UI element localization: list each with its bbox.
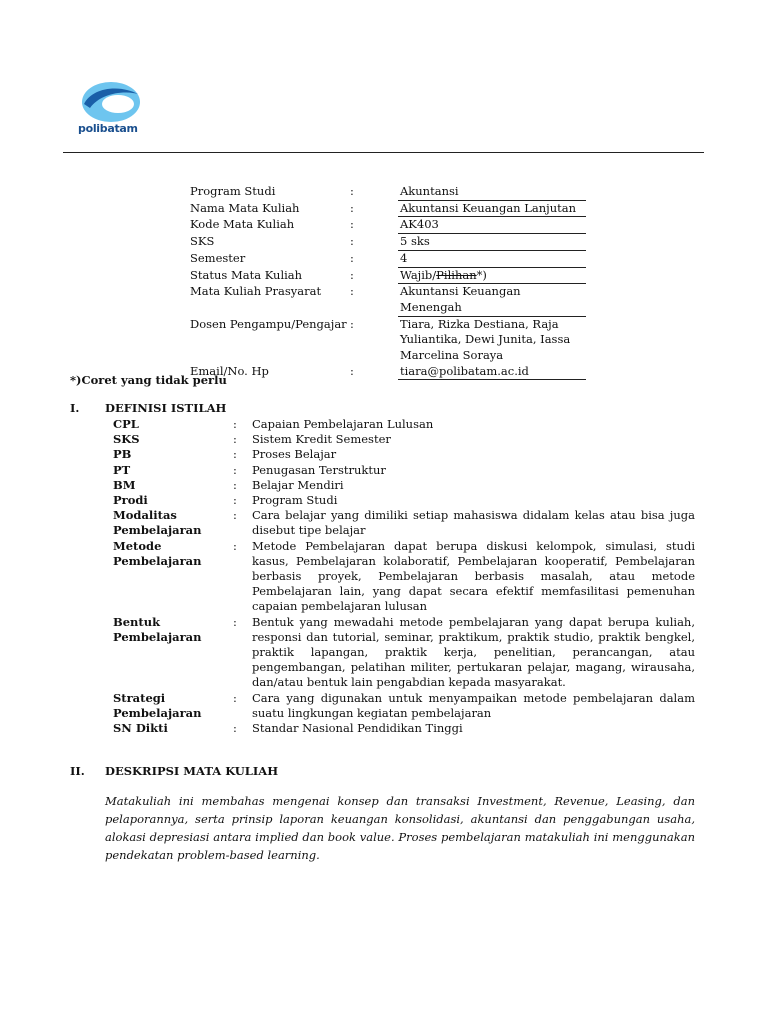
status-option-wajib: Wajib/: [400, 267, 437, 282]
definition-row: [113, 508, 695, 538]
definition-row: [113, 478, 695, 493]
definition-colon: :: [233, 417, 237, 431]
logo-emblem-icon: [78, 80, 142, 124]
info-colon: :: [350, 184, 354, 198]
definition-row: [113, 417, 695, 432]
info-label: Kode Mata Kuliah: [190, 217, 295, 232]
definition-term: Strategi Pembelajaran: [113, 690, 202, 720]
info-row: [190, 364, 590, 381]
section-number: I.: [70, 401, 80, 415]
info-row: [190, 284, 590, 316]
info-value: Akuntansi: [398, 184, 586, 201]
info-colon: :: [350, 284, 354, 299]
definition-desc: Bentuk yang mewadahi metode pembelajaran yang dapat berupa kuliah, responsi dan tutorial, seminar, praktikum, praktik studio, praktik bengkel, praktik lapangan, praktik kerja, penelitian, perancangan, atau pengembangan, pelatihan militer, pertukaran pelajar, magang, wirausaha, dan/atau bentuk lain pengabdian kepada masyarakat.: [252, 614, 695, 690]
definition-term: BM: [113, 477, 136, 492]
info-value: 5 sks: [398, 234, 586, 251]
info-row: [190, 268, 590, 285]
definition-term: PT: [113, 462, 131, 477]
info-label: Program Studi: [190, 184, 276, 198]
info-colon: :: [350, 316, 354, 331]
definition-row: [113, 721, 695, 736]
info-colon: :: [350, 234, 354, 249]
info-row: [190, 317, 590, 364]
definition-row: [113, 539, 695, 615]
definition-desc: Proses Belajar: [252, 447, 337, 462]
definition-desc: Cara belajar yang dimiliki setiap mahasiswa didalam kelas atau bisa juga disebut tipe belajar: [252, 508, 695, 538]
definition-colon: :: [233, 447, 237, 462]
definitions-list: [113, 417, 695, 736]
info-label: Semester: [190, 250, 246, 265]
definition-term: Prodi: [113, 493, 148, 508]
definition-term: SKS: [113, 432, 140, 447]
info-row: [190, 234, 590, 251]
footnote-note: *)Coret yang tidak perlu: [70, 373, 227, 387]
section-title: DESKRIPSI MATA KULIAH: [105, 764, 279, 778]
definition-colon: :: [233, 721, 237, 736]
definition-colon: :: [233, 432, 237, 447]
definition-term: SN Dikti: [113, 721, 168, 736]
info-value-lecturers: Tiara, Rizka Destiana, Raja Yuliantika, Dewi Junita, Iassa Marcelina Soraya: [400, 316, 571, 363]
info-colon: :: [350, 363, 354, 378]
section-number: II.: [70, 764, 85, 778]
definition-row: [113, 463, 695, 478]
definition-desc: Sistem Kredit Semester: [252, 432, 391, 447]
definition-colon: :: [233, 508, 237, 523]
info-colon: :: [350, 217, 354, 232]
definition-desc: Penugasan Terstruktur: [252, 462, 386, 477]
logo-wordmark: polibatam: [78, 122, 138, 135]
status-footnote-mark: *): [476, 267, 487, 282]
course-description: Matakuliah ini membahas mengenai konsep dan transaksi Investment, Revenue, Leasing, dan pelaporannya, serta prinsip laporan keuangan konsolidasi, akuntansi dan penggabungan usaha, alokasi depresiasi antara implied dan book value. Proses pembelajaran matakuliah ini menggunakan pendekatan problem-based learning.: [105, 794, 695, 862]
info-value: 4: [398, 251, 586, 268]
definition-row: [113, 447, 695, 462]
definition-colon: :: [233, 538, 237, 553]
info-row: [190, 201, 590, 218]
definition-term: Bentuk Pembelajaran: [113, 614, 202, 644]
definition-row: [113, 432, 695, 447]
definition-term: CPL: [113, 417, 139, 431]
definition-desc: Capaian Pembelajaran Lulusan: [252, 417, 434, 431]
course-info-table: [190, 184, 590, 380]
definition-colon: :: [233, 462, 237, 477]
polibatam-logo: [78, 80, 142, 138]
info-label: Email/No. Hp: [190, 363, 269, 378]
info-value: Akuntansi Keuangan Lanjutan: [398, 201, 586, 218]
info-value: Akuntansi Keuangan Menengah: [398, 284, 586, 316]
definition-colon: :: [233, 477, 237, 492]
info-row: [190, 184, 590, 201]
definition-desc: Metode Pembelajaran dapat berupa diskusi kelompok, simulasi, studi kasus, Pembelajaran kolaboratif, Pembelajaran kooperatif, Pembelajaran berbasis proyek, Pembelajaran berbasis masalah, atau metode Pembelajaran lain, yang dapat secara efektif memfasilitasi pemenuhan capaian pembelajaran lulusan: [252, 538, 695, 614]
info-value: AK403: [398, 217, 586, 234]
info-value-email: tiara@polibatam.ac.id: [398, 364, 586, 381]
definition-term: Modalitas Pembelajaran: [113, 508, 202, 538]
definition-desc: Program Studi: [252, 493, 338, 508]
info-colon: :: [350, 200, 354, 215]
definition-desc: Cara yang digunakan untuk menyampaikan metode pembelajaran dalam suatu lingkungan kegiatan pembelajaran: [252, 690, 695, 720]
definition-desc: Belajar Mendiri: [252, 477, 344, 492]
definition-term: Metode Pembelajaran: [113, 538, 202, 568]
definition-desc: Standar Nasional Pendidikan Tinggi: [252, 721, 463, 736]
section-title: DEFINISI ISTILAH: [105, 401, 227, 415]
definition-colon: :: [233, 614, 237, 629]
info-label: Dosen Pengampu/Pengajar: [190, 316, 347, 331]
info-label: Mata Kuliah Prasyarat: [190, 284, 322, 299]
definition-row: [113, 691, 695, 721]
info-colon: :: [350, 250, 354, 265]
course-status-value: [398, 268, 586, 285]
definition-colon: :: [233, 690, 237, 705]
info-label: Status Mata Kuliah: [190, 267, 303, 282]
definition-colon: :: [233, 493, 237, 508]
header-divider: [63, 152, 704, 153]
info-label: Nama Mata Kuliah: [190, 200, 300, 215]
definition-row: [113, 615, 695, 691]
definition-term: PB: [113, 447, 132, 462]
info-label: SKS: [190, 234, 215, 249]
info-row: [190, 217, 590, 234]
status-option-pilihan-struck: Pilihan: [436, 267, 477, 282]
info-row: [190, 251, 590, 268]
info-colon: :: [350, 267, 354, 282]
definition-row: [113, 493, 695, 508]
